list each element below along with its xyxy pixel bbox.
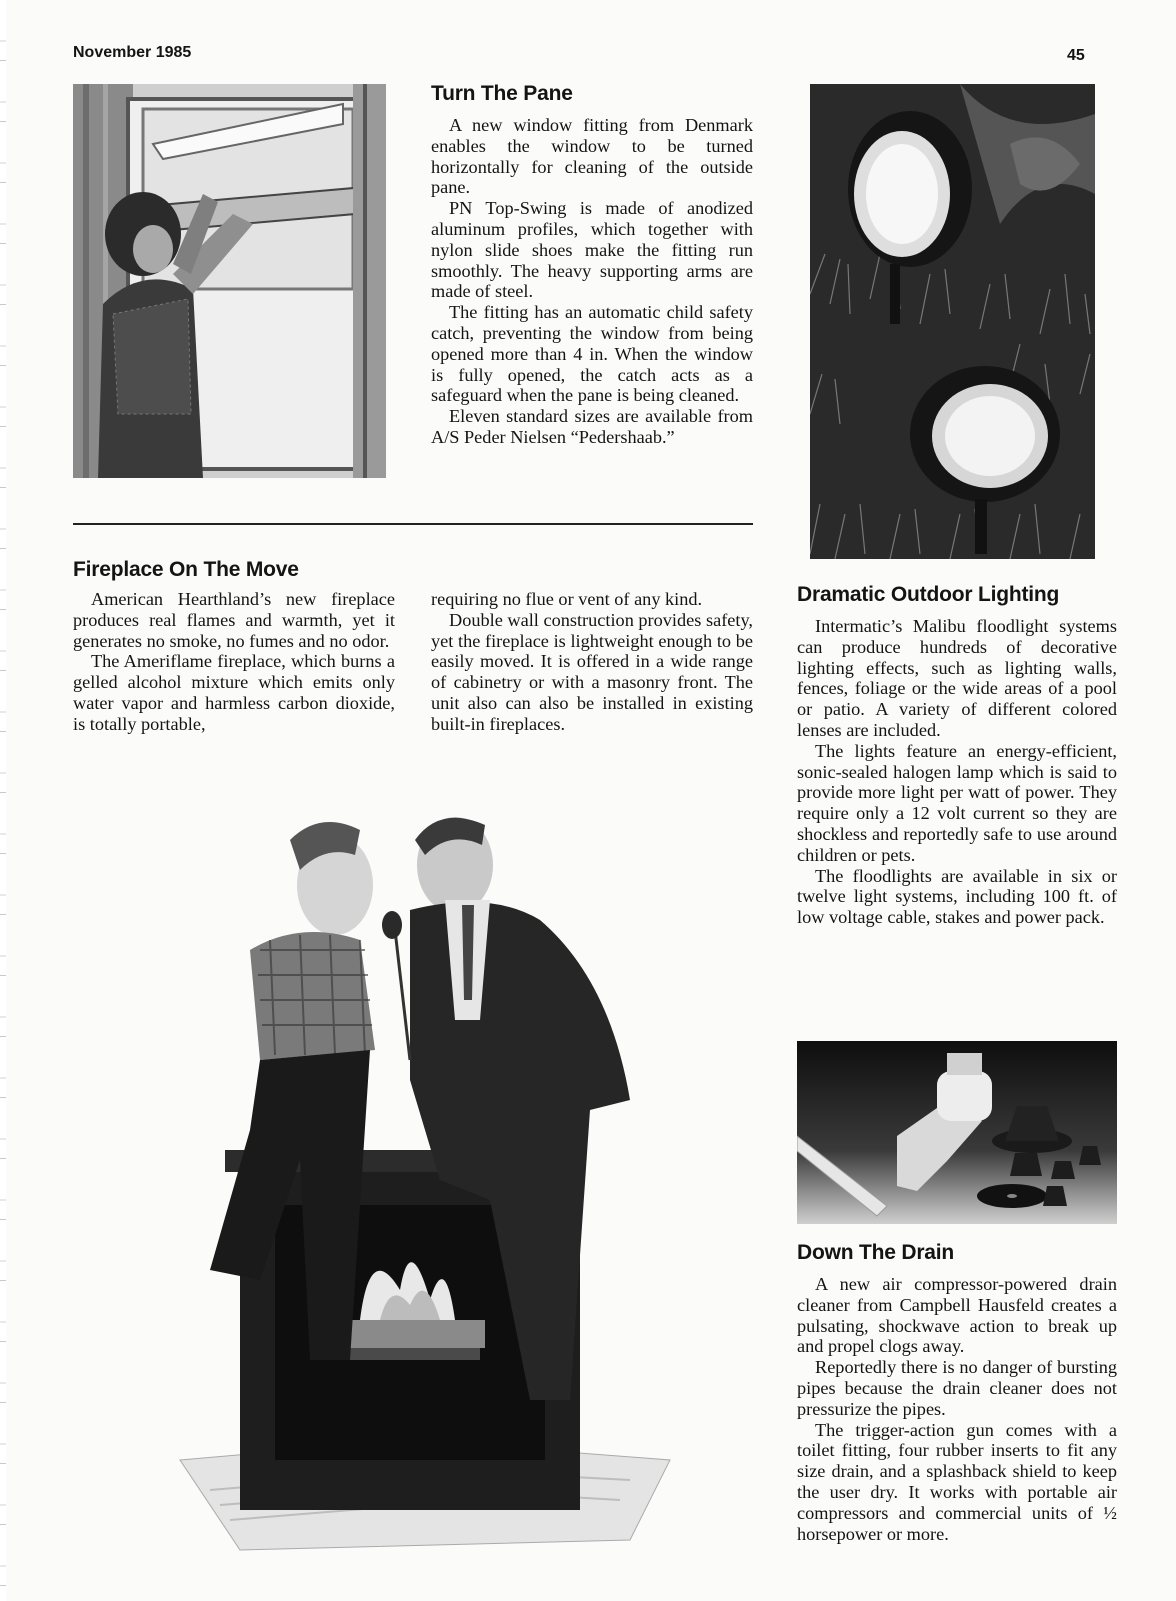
paragraph: A new window fitting from Denmark enables the window to be turned horizontally for cleaning of the outside pane. <box>431 115 753 198</box>
turn-the-pane-body <box>431 115 753 448</box>
paragraph: Intermatic’s Malibu floodlight systems can produce hundreds of decorative lighting effects, such as lighting walls, fences, foliage or the wide areas of a pool or patio. A variety of different colored lenses are included. <box>797 616 1117 740</box>
fireplace-couple-photo <box>110 800 710 1560</box>
fireplace-heading: Fireplace On The Move <box>73 558 299 581</box>
down-the-drain-body <box>797 1274 1117 1544</box>
page-edge <box>0 0 6 1601</box>
continued-text: requiring no flue or vent of any kind. <box>431 589 703 609</box>
section-divider <box>73 523 753 525</box>
fireplace-col1 <box>73 589 395 735</box>
issue-date: November 1985 <box>73 44 192 61</box>
paragraph: Reportedly there is no danger of bursting pipes because the drain cleaner does not pressurize the pipes. <box>797 1357 1117 1419</box>
paragraph: Eleven standard sizes are available from A/S Peder Nielsen “Pedershaab.” <box>431 406 753 447</box>
paragraph: The lights feature an energy-efficient, sonic-sealed halogen lamp which is said to provide more light per watt of power. They require only a 12 volt current so they are shockless and reportedly safe to use around children or pets. <box>797 740 1117 865</box>
paragraph: A new air compressor-powered drain cleaner from Campbell Hausfeld creates a pulsating, shockwave action to break up and propel clogs away. <box>797 1274 1117 1357</box>
paragraph: The trigger-action gun comes with a toilet fitting, four rubber inserts to fit any size drain, and a splashback shield to keep the user dry. It works with portable air compressors and commercial units of ½ horsepower or more. <box>797 1419 1117 1544</box>
paragraph: American Hearthland’s new fireplace produces real flames and warmth, yet it generates no smoke, no fumes and no odor. <box>73 589 395 651</box>
paragraph: PN Top-Swing is made of anodized aluminum profiles, which together with nylon slide shoes make the fitting run smoothly. The heavy supporting arms are made of steel. <box>431 198 753 302</box>
window-photo <box>73 84 386 478</box>
paragraph: The floodlights are available in six or twelve light systems, including 100 ft. of low voltage cable, stakes and power pack. <box>797 865 1117 928</box>
paragraph: Double wall construction provides safety, yet the fireplace is lightweight enough to be easily moved. It is offered in a wide range of cabinetry or with a masonry front. The unit also can also be installed in existing built-in fireplaces. <box>431 609 753 734</box>
fireplace-col2 <box>431 589 753 735</box>
outdoor-lighting-body <box>797 616 1117 928</box>
turn-the-pane-heading: Turn The Pane <box>431 82 573 105</box>
paragraph: The Ameriflame fireplace, which burns a gelled alcohol mixture which emits only water vapor and harmless carbon dioxide, is totally portable, <box>73 651 395 734</box>
down-the-drain-heading: Down The Drain <box>797 1241 955 1264</box>
floodlight-photo <box>810 84 1095 559</box>
drain-cleaner-photo <box>797 1041 1117 1224</box>
page-number: 45 <box>1067 47 1085 64</box>
outdoor-lighting-heading: Dramatic Outdoor Lighting <box>797 583 1060 606</box>
paragraph: The fitting has an automatic child safety catch, preventing the window from being opened more than 4 in. When the window is fully opened, the catch acts as a safeguard when the pane is being cleaned. <box>431 302 753 406</box>
